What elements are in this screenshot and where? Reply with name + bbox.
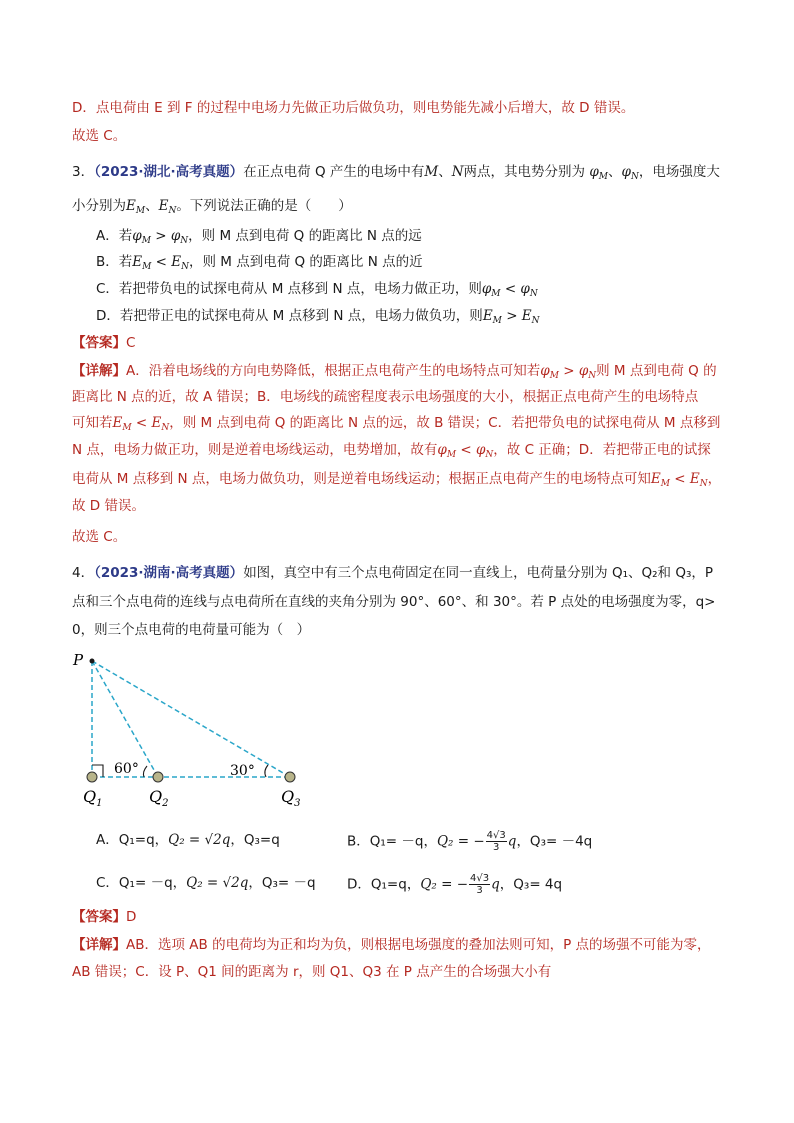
op: <: [674, 471, 686, 487]
text: D．若把带正电的试探电荷从 M 点移到 N 点，电场力做负功，则: [96, 308, 483, 324]
charge-q1: [87, 772, 97, 782]
q3-final-choice: 故选 C。: [72, 529, 127, 545]
phi: φ: [437, 442, 447, 458]
label-q1: $Q_1$: [83, 787, 103, 809]
formula: Q₂ = √2q: [186, 875, 249, 891]
text: ，Q₃= 4q: [499, 876, 563, 893]
text: ，则 M 点到电荷 Q 的距离比 N 点的远: [188, 228, 422, 244]
label-60: 60°: [114, 761, 139, 777]
phi: φ: [540, 363, 550, 379]
charge-q2: [153, 772, 163, 782]
q4-detail-line2: AB 错误；C．设 P、Q1 间的距离为 r，则 Q1、Q3 在 P 点产生的合场强大小有: [72, 964, 552, 980]
phi: φ: [475, 442, 486, 458]
formula: Q₂ = −: [436, 833, 485, 850]
text: B．若: [96, 254, 133, 270]
q3-stem-line2: [72, 196, 352, 221]
q4-option-b: [347, 830, 592, 853]
label-q3: $Q_3$: [281, 787, 301, 809]
line-p-q2: [92, 661, 158, 777]
angle-60-arc: [143, 766, 147, 777]
text: ，Q₃= －4q: [516, 833, 593, 850]
detail-label: 【详解】: [72, 363, 126, 379]
answer-label: 【答案】: [72, 335, 126, 351]
op: <: [460, 442, 472, 458]
e: E: [132, 254, 143, 270]
q4-option-c: [96, 873, 316, 893]
final-choice: 故选 C。: [72, 128, 127, 144]
text: ，故 C 正确；D．若把带正电的试探: [493, 442, 711, 458]
answer-label: 【答案】: [72, 909, 126, 925]
e: E: [482, 308, 493, 324]
sub: M: [492, 316, 502, 326]
q4-stem-line3: 0，则三个点电荷的电荷量可能为（ ）: [72, 622, 311, 638]
point-p: [90, 659, 95, 664]
text: 、: [608, 164, 622, 180]
sub: N: [181, 262, 189, 272]
text: 电荷从 M 点移到 N 点，电场力做负功，则是逆着电场线运动；根据正点电荷产生的电场特点可知: [72, 471, 651, 487]
phi: φ: [578, 363, 589, 379]
e: E: [112, 415, 123, 431]
q3-answer: [72, 333, 135, 353]
q4-option-a: [96, 830, 280, 850]
e: E: [689, 471, 700, 487]
q3-detail-line4: [72, 440, 711, 465]
phi: φ: [621, 164, 631, 180]
sub: N: [180, 236, 189, 246]
text: 、: [438, 164, 452, 180]
question-source: （2023·湖南·高考真题）: [94, 565, 244, 581]
text: C．Q₁= －q，: [96, 875, 187, 891]
sub: N: [630, 172, 639, 182]
label-30: 30°: [230, 763, 255, 779]
frac-num: 4√3: [470, 873, 490, 884]
sub: M: [660, 479, 670, 489]
text: A．若: [96, 228, 133, 244]
option-d-explanation: D．点电荷由 E 到 F 的过程中电场力先做正功后做负功，则电势能先减小后增大，故 D 错误。: [72, 100, 635, 116]
var-q: q: [507, 833, 517, 850]
phi: φ: [132, 228, 142, 244]
question-number: 4．: [72, 565, 95, 581]
text: A．Q₁=q，: [96, 832, 169, 848]
charge-q3: [285, 772, 295, 782]
var-q: q: [491, 876, 500, 893]
label-p: P: [73, 651, 84, 669]
answer-value: C: [126, 335, 136, 351]
fraction: [486, 830, 507, 853]
text: B．Q₁= －q，: [347, 833, 437, 850]
sub: M: [135, 206, 146, 216]
text: 在正点电荷 Q 产生的电场中有: [243, 164, 425, 180]
text: ，则 M 点到电荷 Q 的距离比 N 点的近: [188, 254, 423, 270]
e: E: [158, 198, 169, 214]
text: AB．选项 AB 的电荷均为正和均为负，则根据电场强度的叠加法则可知，P 点的场强不可能为零，: [126, 937, 711, 953]
q4-detail-line1: [72, 935, 711, 955]
q3-detail-line1: [72, 361, 717, 386]
phi: φ: [589, 164, 599, 180]
sub: N: [485, 450, 494, 460]
label-q2: $Q_2$: [149, 787, 169, 809]
q3-option-a: [96, 226, 422, 251]
var-m: M: [424, 164, 439, 180]
op: <: [504, 281, 517, 297]
angle-30-arc: [265, 765, 268, 777]
text: ，Q₃=q: [230, 832, 280, 848]
sub: N: [699, 479, 708, 489]
phi: φ: [170, 228, 181, 244]
e: E: [171, 254, 182, 270]
q3-detail-line6: 故 D 错误。: [72, 498, 145, 514]
frac-den: 3: [493, 842, 500, 853]
q4-stem-line1: [72, 563, 713, 583]
sub: M: [141, 236, 151, 246]
line-p-q3: [92, 661, 290, 777]
text: 。下列说法正确的是（ ）: [176, 198, 352, 214]
q3-stem-line1: [72, 162, 720, 187]
q3-detail-line5: [72, 469, 721, 494]
q3-option-c: [96, 279, 538, 304]
op: >: [506, 308, 518, 324]
text: 、: [145, 198, 159, 214]
answer-value: D: [126, 909, 137, 925]
op: <: [155, 254, 167, 270]
q3-detail-line2: 距离比 N 点的近，故 A 错误；B．电场线的疏密程度表示电场强度的大小，根据正点电荷产生的电场特点: [72, 389, 699, 405]
formula: Q₂ = √2q: [168, 832, 231, 848]
q3-option-b: [96, 252, 423, 277]
op: >: [155, 228, 167, 244]
text: D．Q₁=q，: [347, 876, 421, 893]
sub: N: [529, 289, 538, 299]
text: 可知若: [72, 415, 113, 431]
phi: φ: [520, 281, 530, 297]
fraction: [469, 873, 490, 896]
text: 则 M 点到电荷 Q 的: [596, 363, 717, 379]
text: ，Q₃= －q: [248, 875, 316, 891]
text: A．沿着电场线的方向电势降低，根据正点电荷产生的电场特点可知若: [126, 363, 541, 379]
charge-diagram: [70, 645, 310, 815]
q4-option-d: [347, 873, 562, 896]
sub: N: [588, 371, 597, 381]
sub: M: [446, 450, 457, 460]
e: E: [151, 415, 162, 431]
op: <: [135, 415, 148, 431]
sub: M: [549, 371, 559, 381]
e: E: [650, 471, 661, 487]
frac-num: 4√3: [486, 830, 506, 841]
frac-den: 3: [476, 885, 483, 896]
sub: N: [168, 206, 177, 216]
phi: φ: [481, 281, 492, 297]
text: 如图，真空中有三个点电荷固定在同一直线上，电荷量分别为 Q₁、Q₂和 Q₃，P: [243, 565, 714, 581]
sub: M: [598, 172, 609, 182]
e: E: [126, 198, 136, 214]
formula: Q₂ = −: [420, 876, 469, 893]
text: ，: [707, 471, 722, 487]
sub: N: [161, 423, 170, 433]
text: N 点，电场力做正功，则是逆着电场线运动，电势增加，故有: [72, 442, 438, 458]
text: 小分别为: [72, 198, 126, 214]
sub: N: [531, 316, 540, 326]
var-n: N: [451, 164, 464, 180]
question-source: （2023·湖北·高考真题）: [94, 164, 244, 180]
question-number: 3．: [72, 164, 95, 180]
q4-stem-line2: 点和三个点电荷的连线与点电荷所在直线的夹角分别为 90°、60°、和 30°。若 P 点处的电场强度为零，q>: [72, 594, 716, 610]
q4-answer: [72, 907, 136, 927]
q3-detail-line3: [72, 413, 720, 438]
sub: M: [142, 262, 152, 272]
text: ，电场强度大: [638, 164, 720, 180]
e: E: [521, 308, 532, 324]
text: 两点，其电势分别为: [463, 164, 586, 180]
sub: M: [122, 423, 132, 433]
text: ，则 M 点到电荷 Q 的距离比 N 点的远，故 B 错误；C．若把带负电的试探电荷从 M 点移到: [169, 415, 721, 431]
detail-label: 【详解】: [72, 937, 126, 953]
q3-option-d: [96, 306, 540, 331]
op: >: [563, 363, 575, 379]
sub: M: [491, 289, 501, 299]
text: C．若把带负电的试探电荷从 M 点移到 N 点，电场力做正功，则: [96, 281, 482, 297]
